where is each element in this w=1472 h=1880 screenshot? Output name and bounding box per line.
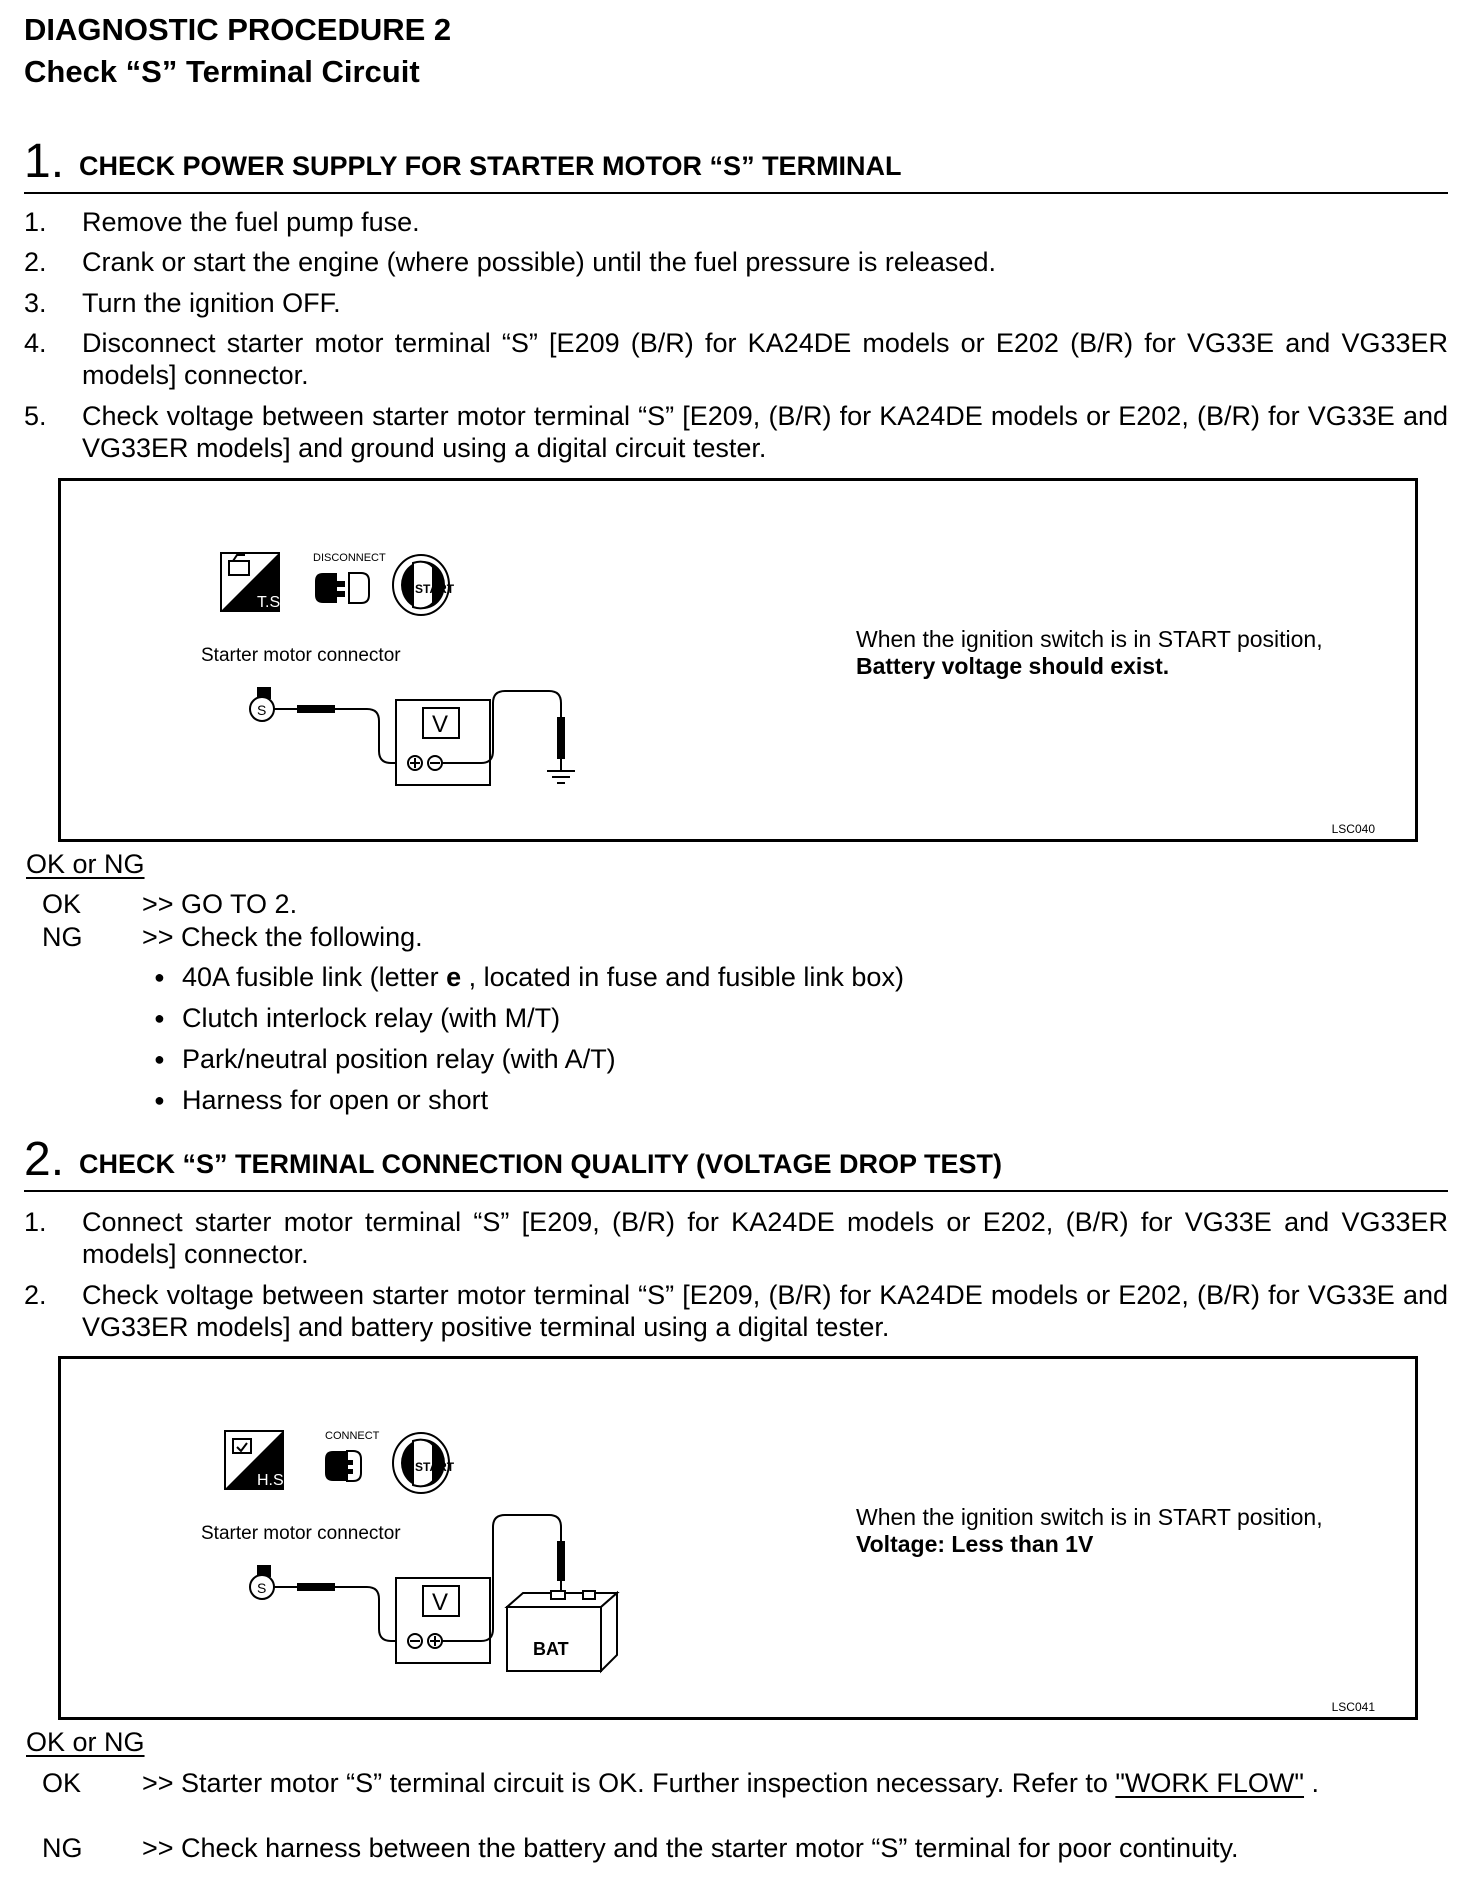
step-1-number: 1.: [24, 135, 65, 188]
step-2-instruction-2: 2. Check voltage between starter motor terminal “S” [E209, (B/R) for KA24DE models or E202, (B/R) for VG33E and VG33ER models] and battery positive terminal using a digital tester.: [24, 1280, 1448, 1342]
step-1-ok-ng-heading: OK or NG: [26, 849, 145, 879]
work-flow-link[interactable]: "WORK FLOW": [1115, 1768, 1305, 1798]
digital-voltmeter: [396, 700, 490, 785]
step-1-heading: [24, 135, 1448, 194]
tester-icon-label: T.S.: [257, 594, 285, 611]
tester-icon: [221, 553, 285, 611]
ground-symbol: [547, 771, 575, 783]
starter-motor-connector-label: Starter motor connector: [201, 645, 401, 666]
step-2-number: 2.: [24, 1133, 65, 1186]
step-2-heading: [24, 1133, 1448, 1192]
battery-label: BAT: [533, 1639, 569, 1659]
step-1-instruction-3: 3. Turn the ignition OFF.: [24, 288, 341, 318]
ignition-key-start-icon: [393, 555, 455, 615]
step-1-result-ng: NG >> Check the following.: [42, 922, 423, 952]
ignition-key-start-icon: [393, 1433, 455, 1493]
step-2-result-ng: NG >> Check harness between the battery and the starter motor “S” terminal for poor continuity.: [42, 1833, 1239, 1863]
step-1-instruction-2: 2. Crank or start the engine (where possible) until the fuel pressure is released.: [24, 247, 996, 277]
terminal-s-label: S: [257, 1580, 267, 1596]
step-1-instruction-4: 4. Disconnect starter motor terminal “S” [E209 (B/R) for KA24DE models or E202 (B/R) for VG33E and VG33ER models] connector.: [24, 328, 1448, 390]
step-2-figure: [58, 1356, 1418, 1720]
step-2-figure-note: When the ignition switch is in START position, Voltage: Less than 1V: [856, 1504, 1323, 1557]
step-2-result-ok: OK >> Starter motor “S” terminal circuit is OK. Further inspection necessary. Refer to "WORK FLOW" .: [42, 1768, 1320, 1798]
step-2-instruction-1: 1. Connect starter motor terminal “S” [E209, (B/R) for KA24DE models or E202, (B/R) for VG33E and VG33ER models] connector.: [24, 1207, 1448, 1269]
starter-motor-connector-label: Starter motor connector: [201, 1523, 401, 1544]
step-1-instruction-1: 1. Remove the fuel pump fuse.: [24, 207, 420, 237]
starter-terminal-s: [250, 687, 274, 721]
step-1-figure-note: When the ignition switch is in START position, Battery voltage should exist.: [856, 626, 1323, 679]
step-1-figure: [58, 478, 1418, 842]
check-item: ● Park/neutral position relay (with A/T): [182, 1043, 616, 1075]
step-1-result-ok: OK >> GO TO 2.: [42, 889, 298, 919]
meter-display-label: V: [432, 1589, 449, 1616]
connector-icon-label: DISCONNECT: [313, 552, 386, 564]
check-item: ● 40A fusible link (letter e , located in fuse and fusible link box): [182, 961, 904, 993]
figure-code: LSC041: [1331, 1700, 1375, 1714]
key-icon-label: START: [415, 1460, 455, 1474]
meter-display-label: V: [432, 711, 449, 738]
figure-code: LSC040: [1331, 822, 1375, 836]
check-item: ● Harness for open or short: [182, 1084, 488, 1116]
tester-icon: [225, 1431, 288, 1489]
key-icon-label: START: [415, 582, 455, 596]
check-item: ● Clutch interlock relay (with M/T): [182, 1002, 560, 1034]
step-2-ok-ng-heading: OK or NG: [26, 1727, 145, 1757]
connector-icon-label: CONNECT: [325, 1430, 380, 1442]
disconnect-connector-icon: [313, 552, 386, 603]
terminal-s-label: S: [257, 702, 267, 718]
battery-icon: [507, 1591, 617, 1671]
digital-voltmeter: [396, 1578, 490, 1663]
procedure-subtitle: Check “S” Terminal Circuit: [24, 54, 420, 89]
connect-connector-icon: [325, 1430, 380, 1481]
tester-icon-label: H.S.: [257, 1472, 289, 1489]
step-1-instruction-5: 5. Check voltage between starter motor terminal “S” [E209, (B/R) for KA24DE models or E202, (B/R) for VG33E and VG33ER models] and ground using a digital circuit tester.: [24, 401, 1448, 463]
step-1-title: CHECK POWER SUPPLY FOR STARTER MOTOR “S” TERMINAL: [79, 151, 902, 181]
starter-terminal-s: [250, 1565, 274, 1599]
step-2-title: CHECK “S” TERMINAL CONNECTION QUALITY (VOLTAGE DROP TEST): [79, 1149, 1003, 1179]
procedure-title: DIAGNOSTIC PROCEDURE 2: [24, 12, 452, 47]
